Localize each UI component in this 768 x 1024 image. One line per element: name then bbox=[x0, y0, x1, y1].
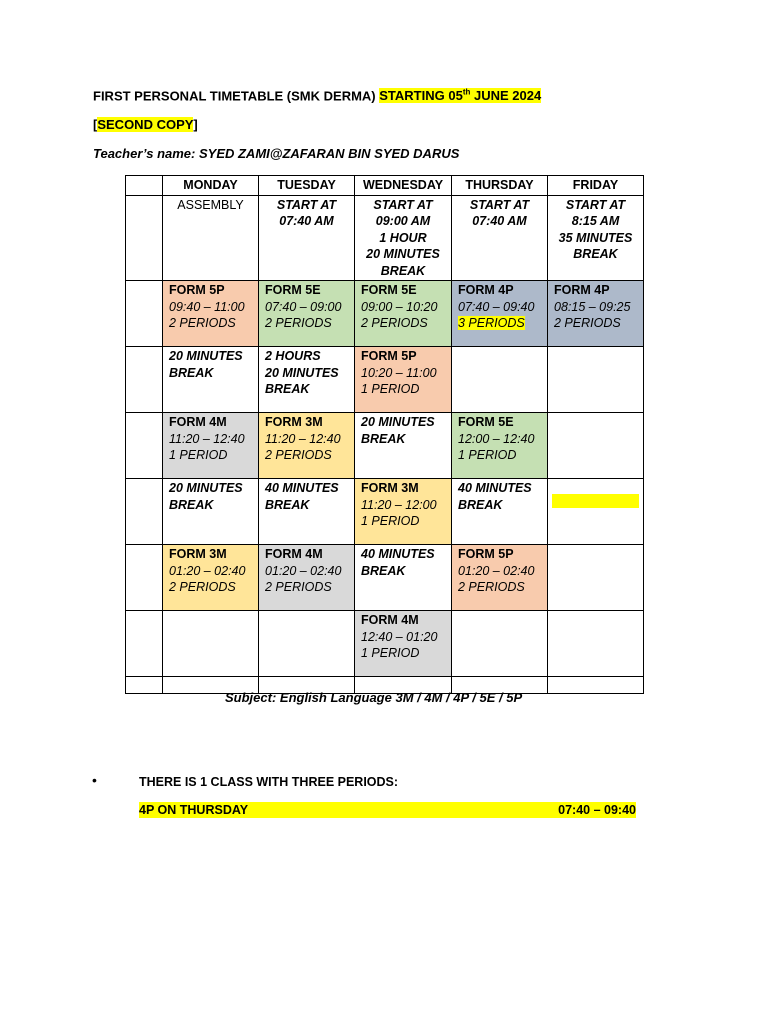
cell-form: FORM 5P bbox=[458, 547, 514, 561]
cell-line: 07:40 AM bbox=[472, 214, 527, 228]
cell-line: 1 HOUR bbox=[379, 230, 427, 245]
cell-periods: 2 PERIODS bbox=[361, 316, 428, 330]
row-label bbox=[126, 479, 163, 545]
row-label bbox=[126, 545, 163, 611]
cell-time: 12:40 – 01:20 bbox=[361, 629, 438, 644]
cell-tuesday-form-4m bbox=[259, 545, 355, 611]
cell-line: BREAK bbox=[169, 365, 214, 380]
copy-label-line bbox=[93, 117, 198, 132]
cell-periods: 2 PERIODS bbox=[169, 580, 236, 594]
cell-line: BREAK bbox=[380, 263, 426, 278]
cell-wednesday-break bbox=[355, 545, 452, 611]
table-row bbox=[126, 347, 644, 413]
cell-line: 2 HOURS bbox=[265, 349, 321, 363]
cell-tuesday-start bbox=[259, 195, 355, 281]
subject-caption: Subject: English Language 3M / 4M / 4P / 5E / 5P bbox=[225, 690, 523, 705]
cell-line: 20 MINUTES bbox=[169, 349, 243, 363]
cell-periods: 2 PERIODS bbox=[265, 448, 332, 462]
cell-time: 07:40 – 09:00 bbox=[265, 299, 342, 314]
copy-bracket-open: [ bbox=[93, 117, 98, 132]
cell-periods: 2 PERIODS bbox=[265, 580, 332, 594]
cell-line: START AT bbox=[565, 197, 626, 212]
header-blank bbox=[126, 176, 163, 196]
cell-line: BREAK bbox=[573, 247, 618, 261]
cell-monday-break bbox=[163, 479, 259, 545]
cell-periods: 1 PERIOD bbox=[458, 448, 517, 462]
cell-form: FORM 3M bbox=[265, 415, 323, 429]
cell-friday-empty bbox=[548, 413, 644, 479]
cell-form: FORM 4M bbox=[169, 415, 227, 429]
assembly-text: ASSEMBLY bbox=[177, 197, 244, 212]
cell-monday-form-3m bbox=[163, 545, 259, 611]
cell-wednesday-start bbox=[355, 195, 452, 281]
cell-monday-break bbox=[163, 347, 259, 413]
cell-friday-empty bbox=[548, 347, 644, 413]
cell-thursday-start bbox=[452, 195, 548, 281]
cell-line: 8:15 AM bbox=[571, 214, 620, 228]
cell-line: 40 MINUTES bbox=[361, 547, 435, 561]
cell-form: FORM 4P bbox=[554, 283, 610, 297]
cell-line: BREAK bbox=[265, 497, 310, 512]
cell-periods: 1 PERIOD bbox=[361, 646, 420, 660]
cell-form: FORM 4P bbox=[458, 283, 514, 297]
cell-thursday-form-5p bbox=[452, 545, 548, 611]
cell-line: 07:40 AM bbox=[279, 214, 334, 228]
cell-line: BREAK bbox=[458, 497, 503, 512]
cell-tuesday-form-3m bbox=[259, 413, 355, 479]
cell-line: 20 MINUTES bbox=[169, 481, 243, 495]
header-monday: MONDAY bbox=[163, 176, 259, 196]
header-friday: FRIDAY bbox=[548, 176, 644, 196]
header-row bbox=[126, 176, 644, 196]
highlighted-class-row bbox=[139, 802, 636, 818]
title-starting-text: STARTING 05 bbox=[379, 88, 463, 104]
cell-tuesday-break bbox=[259, 479, 355, 545]
header-wednesday: WEDNESDAY bbox=[355, 176, 452, 196]
cell-time: 01:20 – 02:40 bbox=[458, 563, 535, 578]
cell-form: FORM 5P bbox=[169, 283, 225, 297]
cell-time: 10:20 – 11:00 bbox=[361, 365, 437, 380]
cell-friday-start bbox=[548, 195, 644, 281]
cell-friday-highlight bbox=[548, 479, 644, 545]
table-row bbox=[126, 479, 644, 545]
cell-line: BREAK bbox=[265, 382, 310, 396]
document-title bbox=[93, 88, 541, 103]
cell-tuesday-form-5e bbox=[259, 281, 355, 347]
row-label bbox=[126, 195, 163, 281]
copy-label: SECOND COPY bbox=[97, 117, 194, 132]
cell-time: 09:00 – 10:20 bbox=[361, 299, 438, 314]
cell-periods: 2 PERIODS bbox=[169, 316, 236, 330]
cell-periods: 2 PERIODS bbox=[554, 316, 621, 330]
cell-wednesday-form-4m bbox=[355, 611, 452, 677]
three-periods-note: THERE IS 1 CLASS WITH THREE PERIODS: bbox=[139, 775, 399, 789]
table-row bbox=[126, 545, 644, 611]
title-start-date bbox=[379, 88, 541, 103]
cell-line: 09:00 AM bbox=[375, 214, 431, 228]
cell-form: FORM 4M bbox=[265, 547, 323, 561]
row-label bbox=[126, 611, 163, 677]
title-date-rest: JUNE 2024 bbox=[470, 88, 542, 104]
cell-form: FORM 3M bbox=[169, 547, 227, 561]
cell-monday-assembly bbox=[163, 195, 259, 281]
header-thursday: THURSDAY bbox=[452, 176, 548, 196]
cell-wednesday-form-3m bbox=[355, 479, 452, 545]
row-label bbox=[126, 677, 163, 694]
bullet-icon: • bbox=[92, 772, 97, 788]
highlighted-time: 07:40 – 09:40 bbox=[558, 803, 636, 817]
teacher-name: Teacher’s name: SYED ZAMI@ZAFARAN BIN SYED DARUS bbox=[93, 146, 460, 161]
cell-monday-form-5p bbox=[163, 281, 259, 347]
cell-periods-highlighted: 3 PERIODS bbox=[458, 316, 525, 330]
cell-line: 40 MINUTES bbox=[458, 481, 532, 495]
cell-thursday-empty bbox=[452, 611, 548, 677]
cell-form: FORM 3M bbox=[361, 481, 419, 495]
empty-highlight-mark bbox=[552, 494, 639, 508]
timetable bbox=[125, 175, 644, 694]
cell-tuesday-break bbox=[259, 347, 355, 413]
table-row bbox=[126, 195, 644, 281]
cell-friday-form-4p bbox=[548, 281, 644, 347]
row-label bbox=[126, 347, 163, 413]
cell-line: START AT bbox=[276, 197, 337, 212]
row-label bbox=[126, 413, 163, 479]
cell-form: FORM 5P bbox=[361, 349, 417, 363]
cell-time: 12:00 – 12:40 bbox=[458, 431, 535, 446]
cell-thursday-break bbox=[452, 479, 548, 545]
cell-line: BREAK bbox=[361, 431, 406, 446]
cell-line: 20 MINUTES bbox=[265, 365, 339, 380]
cell-time: 09:40 – 11:00 bbox=[169, 299, 245, 314]
cell-time: 01:20 – 02:40 bbox=[265, 563, 342, 578]
table-row bbox=[126, 413, 644, 479]
table-row bbox=[126, 611, 644, 677]
cell-wednesday-break bbox=[355, 413, 452, 479]
cell-form: FORM 4M bbox=[361, 613, 419, 627]
cell-periods: 1 PERIOD bbox=[361, 382, 420, 396]
cell-form: FORM 5E bbox=[458, 415, 514, 429]
cell-thursday-form-5e bbox=[452, 413, 548, 479]
cell-line: 20 MINUTES bbox=[361, 415, 435, 429]
cell-line: 40 MINUTES bbox=[265, 481, 339, 495]
title-main: FIRST PERSONAL TIMETABLE (SMK DERMA) bbox=[93, 88, 380, 104]
cell-periods: 1 PERIOD bbox=[361, 514, 420, 528]
cell-periods: 2 PERIODS bbox=[265, 316, 332, 330]
cell-friday-empty bbox=[548, 545, 644, 611]
title-date-suffix: th bbox=[462, 88, 471, 97]
cell-time: 11:20 – 12:00 bbox=[361, 497, 437, 512]
cell-time: 11:20 – 12:40 bbox=[169, 431, 245, 446]
cell-time: 01:20 – 02:40 bbox=[169, 563, 246, 578]
cell-form: FORM 5E bbox=[361, 283, 417, 297]
cell-line: 20 MINUTES bbox=[366, 247, 440, 261]
cell-monday-empty bbox=[163, 611, 259, 677]
cell-tuesday-empty bbox=[259, 611, 355, 677]
table-row bbox=[126, 281, 644, 347]
copy-bracket-close: ] bbox=[193, 117, 198, 132]
cell-thursday-form-4p bbox=[452, 281, 548, 347]
cell-periods: 1 PERIOD bbox=[169, 448, 228, 462]
row-label bbox=[126, 281, 163, 347]
cell-line: START AT bbox=[373, 197, 433, 212]
cell-line: START AT bbox=[469, 197, 530, 212]
cell-time: 07:40 – 09:40 bbox=[458, 299, 535, 314]
cell-wednesday-form-5e bbox=[355, 281, 452, 347]
cell-empty bbox=[548, 677, 644, 694]
highlighted-class: 4P ON THURSDAY bbox=[139, 803, 249, 817]
cell-wednesday-form-5p bbox=[355, 347, 452, 413]
cell-thursday-empty bbox=[452, 347, 548, 413]
cell-line: BREAK bbox=[361, 563, 406, 578]
cell-monday-form-4m bbox=[163, 413, 259, 479]
header-tuesday: TUESDAY bbox=[259, 176, 355, 196]
cell-friday-empty bbox=[548, 611, 644, 677]
cell-form: FORM 5E bbox=[265, 283, 321, 297]
cell-line: 35 MINUTES bbox=[558, 230, 633, 245]
cell-time: 08:15 – 09:25 bbox=[554, 299, 631, 314]
cell-periods: 2 PERIODS bbox=[458, 580, 525, 594]
cell-line: BREAK bbox=[169, 497, 214, 512]
cell-time: 11:20 – 12:40 bbox=[265, 431, 341, 446]
